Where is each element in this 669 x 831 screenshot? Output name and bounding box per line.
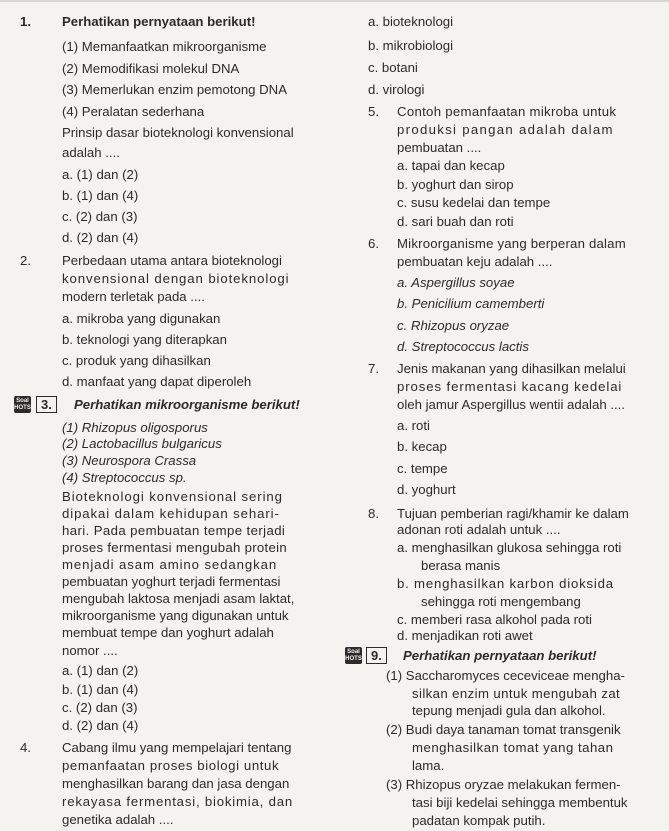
question-stem: dipakai dalam kehidupan sehari- xyxy=(62,506,280,521)
question-stem: pembuatan yoghurt terjadi fermentasi xyxy=(62,574,281,589)
option-c[interactable]: c. memberi rasa alkohol pada roti xyxy=(397,612,592,627)
statement: (1) Memanfaatkan mikroorganisme xyxy=(62,39,267,54)
question-stem: menjadi asam amino sedangkan xyxy=(62,557,278,572)
option-c[interactable]: c. susu kedelai dan tempe xyxy=(397,195,551,210)
statement-continued: tasi biji kedelai sehingga membentuk xyxy=(412,795,628,810)
hots-badge-label: HOTS xyxy=(345,655,362,662)
question-stem: produksi pangan adalah dalam xyxy=(397,122,614,137)
option-b[interactable]: b. menghasilkan karbon dioksida xyxy=(397,576,614,591)
statement: (1) Saccharomyces ceceviceae mengha- xyxy=(386,668,625,683)
question-number-box: 3. xyxy=(36,396,57,413)
option-c[interactable]: c. tempe xyxy=(397,461,448,476)
question-stem: proses fermentasi mengubah protein xyxy=(62,540,287,555)
question-stem: Contoh pemanfaatan mikroba untuk xyxy=(397,104,617,119)
option-d[interactable]: d. (2) dan (4) xyxy=(62,230,139,245)
option-a[interactable]: a. (1) dan (2) xyxy=(62,167,139,182)
question-stem: proses fermentasi kacang kedelai xyxy=(397,379,623,394)
statement-continued: silkan enzim untuk mengubah zat xyxy=(412,686,621,701)
option-d[interactable]: d. sari buah dan roti xyxy=(397,214,514,229)
option-b[interactable]: b. (1) dan (4) xyxy=(62,188,139,203)
option-b[interactable]: b. yoghurt dan sirop xyxy=(397,177,514,192)
question-number: 6. xyxy=(368,236,379,251)
question-stem: modern terletak pada .... xyxy=(62,289,205,304)
question-number: 7. xyxy=(368,361,379,376)
page-top-edge xyxy=(0,0,669,2)
option-b[interactable]: b. (1) dan (4) xyxy=(62,682,139,697)
question-stem: Tujuan pemberian ragi/khamir ke dalam xyxy=(397,506,629,521)
question-stem: menghasilkan barang dan jasa dengan xyxy=(62,776,290,791)
question-number: 4. xyxy=(20,740,31,755)
option-b[interactable]: b. Penicilium camemberti xyxy=(397,296,545,311)
question-stem: pembuatan keju adalah .... xyxy=(397,254,553,269)
option-d[interactable]: d. yoghurt xyxy=(397,482,456,497)
question-stem: nomor .... xyxy=(62,643,118,658)
option-d[interactable]: d. virologi xyxy=(368,82,425,97)
question-number: 5. xyxy=(368,104,379,119)
question-stem: adonan roti adalah untuk .... xyxy=(397,522,561,537)
question-stem: Mikroorganisme yang berperan dalam xyxy=(397,236,626,251)
question-stem: mikroorganisme yang digunakan untuk xyxy=(62,608,289,623)
statement: (1) Rhizopus oligosporus xyxy=(62,420,208,435)
statement: (4) Streptococcus sp. xyxy=(62,470,187,485)
option-c[interactable]: c. (2) dan (3) xyxy=(62,700,138,715)
option-d[interactable]: d. manfaat yang dapat diperoleh xyxy=(62,374,252,389)
question-title: Perhatikan mikroorganisme berikut! xyxy=(74,397,300,412)
statement: (3) Neurospora Crassa xyxy=(62,453,197,468)
question-number: 8. xyxy=(368,506,379,521)
option-d[interactable]: d. Streptococcus lactis xyxy=(397,339,529,354)
statement-continued: lama. xyxy=(412,758,445,773)
question-stem: Cabang ilmu yang mempelajari tentang xyxy=(62,740,292,755)
option-a[interactable]: a. bioteknologi xyxy=(368,14,454,29)
option-c[interactable]: c. Rhizopus oryzae xyxy=(397,318,510,333)
question-stem: adalah .... xyxy=(62,145,120,160)
option-a[interactable]: a. mikroba yang digunakan xyxy=(62,311,221,326)
hots-badge xyxy=(14,396,31,413)
question-stem: Perbedaan utama antara bioteknologi xyxy=(62,253,282,268)
question-stem: konvensional dengan bioteknologi xyxy=(62,271,290,286)
option-a[interactable]: a. menghasilkan glukosa sehingga roti xyxy=(397,540,622,555)
question-stem: oleh jamur Aspergillus wentii adalah .... xyxy=(397,397,625,412)
option-b[interactable]: b. teknologi yang diterapkan xyxy=(62,332,227,347)
option-b-continued: sehingga roti mengembang xyxy=(421,594,581,609)
question-stem: rekayasa fermentasi, biokimia, dan xyxy=(62,794,293,809)
statement-continued: menghasilkan tomat yang tahan xyxy=(412,740,614,755)
statement: (2) Memodifikasi molekul DNA xyxy=(62,61,240,76)
question-number: 2. xyxy=(20,253,31,268)
option-c[interactable]: c. produk yang dihasilkan xyxy=(62,353,211,368)
question-stem: Bioteknologi konvensional sering xyxy=(62,489,283,504)
question-number-box: 9. xyxy=(366,647,387,664)
statement: (3) Rhizopus oryzae melakukan fermen- xyxy=(386,777,621,792)
option-a-continued: berasa manis xyxy=(421,558,501,573)
hots-badge-label: Soal xyxy=(347,648,360,655)
question-stem: Jenis makanan yang dihasilkan melalui xyxy=(397,361,626,376)
statement-continued: tepung menjadi gula dan alkohol. xyxy=(412,703,606,718)
hots-badge-label: HOTS xyxy=(14,404,31,411)
question-stem: pembuatan .... xyxy=(397,140,482,155)
option-b[interactable]: b. mikrobiologi xyxy=(368,38,454,53)
hots-badge-label: Soal xyxy=(16,397,29,404)
question-title: Perhatikan pernyataan berikut! xyxy=(403,648,597,663)
statement: (4) Peralatan sederhana xyxy=(62,104,205,119)
option-d[interactable]: d. menjadikan roti awet xyxy=(397,628,533,643)
option-a[interactable]: a. roti xyxy=(397,418,430,433)
statement: (2) Lactobacillus bulgaricus xyxy=(62,436,222,451)
statement: (2) Budi daya tanaman tomat transgenik xyxy=(386,722,621,737)
option-a[interactable]: a. Aspergillus soyae xyxy=(397,275,515,290)
option-a[interactable]: a. tapai dan kecap xyxy=(397,158,505,173)
question-number: 1. xyxy=(20,14,31,29)
option-a[interactable]: a. (1) dan (2) xyxy=(62,663,139,678)
option-c[interactable]: c. (2) dan (3) xyxy=(62,209,138,224)
option-d[interactable]: d. (2) dan (4) xyxy=(62,718,139,733)
question-stem: pemanfaatan proses biologi untuk xyxy=(62,758,280,773)
question-stem: Prinsip dasar bioteknologi konvensional xyxy=(62,125,294,140)
option-b[interactable]: b. kecap xyxy=(397,439,447,454)
statement-continued: padatan kompak putih. xyxy=(412,813,546,828)
option-c[interactable]: c. botani xyxy=(368,60,418,75)
question-stem: hari. Pada pembuatan tempe terjadi xyxy=(62,523,286,538)
statement: (3) Memerlukan enzim pemotong DNA xyxy=(62,82,288,97)
question-stem: mengubah laktosa menjadi asam laktat, xyxy=(62,591,295,606)
question-stem: membuat tempe dan yoghurt adalah xyxy=(62,625,274,640)
question-stem: genetika adalah .... xyxy=(62,812,174,827)
question-title: Perhatikan pernyataan berikut! xyxy=(62,14,256,29)
hots-badge xyxy=(345,647,362,664)
